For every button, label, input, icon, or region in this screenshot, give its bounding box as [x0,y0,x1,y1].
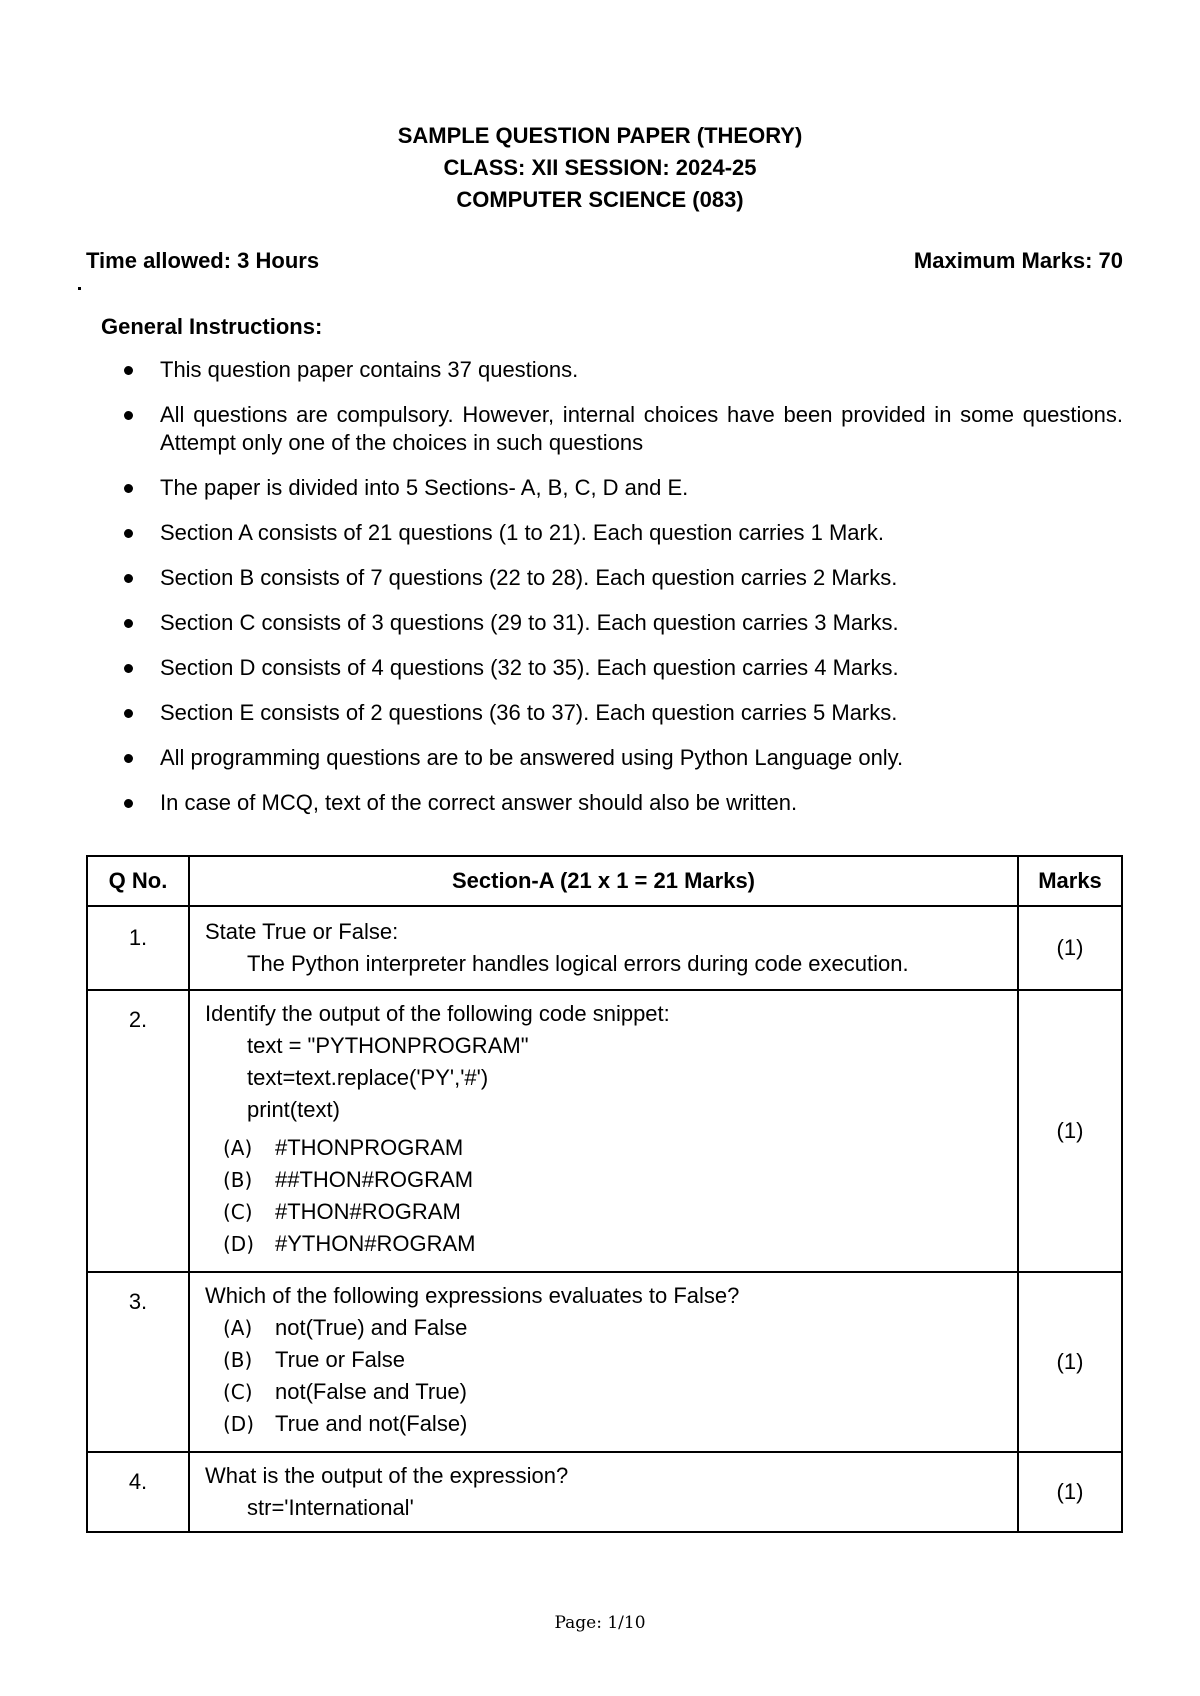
option-d: (D) True and not(False) [223,1411,468,1436]
question-marks: (1) [1018,1452,1122,1532]
question-text: What is the output of the expression? [205,1463,569,1488]
maximum-marks: Maximum Marks: 70 [913,248,1123,273]
code-line: str='International' [247,1495,414,1520]
instruction-item: Section B consists of 7 questions (22 to 28). Each question carries 2 Marks. [120,564,1123,592]
bullet-icon [124,754,133,763]
code-line: text=text.replace('PY','#') [247,1065,489,1090]
question-marks: (1) [1018,906,1122,990]
title-line-1: SAMPLE QUESTION PAPER (THEORY) [397,123,803,148]
table-header-row [87,856,1122,906]
title-line-2: CLASS: XII SESSION: 2024-25 [443,155,757,180]
question-number: 4. [87,1452,189,1532]
header-qno: Q No. [87,856,189,906]
bullet-icon [124,619,133,628]
question-number: 2. [87,990,189,1272]
option-b: (B) True or False [223,1347,406,1372]
instruction-item: All programming questions are to be answered using Python Language only. [120,744,1123,772]
instructions-heading: General Instructions: [101,314,323,339]
question-content [189,1272,1018,1452]
instructions-list [120,356,1123,834]
table-row [87,1452,1122,1532]
instruction-item: This question paper contains 37 questions. [120,356,1123,384]
paper-title [0,120,1200,216]
question-text: State True or False: [205,919,399,944]
question-marks: (1) [1018,1272,1122,1452]
instruction-item: Section D consists of 4 questions (32 to 35). Each question carries 4 Marks. [120,654,1123,682]
question-content [189,906,1018,990]
instruction-item: In case of MCQ, text of the correct answer should also be written. [120,789,1123,817]
code-line: text = "PYTHONPROGRAM" [247,1033,529,1058]
option-c: (C) #THON#ROGRAM [223,1199,461,1224]
bullet-icon [124,529,133,538]
options-list [205,1312,1002,1440]
option-d: (D) #YTHON#ROGRAM [223,1231,476,1256]
question-text: Identify the output of the following code snippet: [205,1001,670,1026]
bullet-icon [124,709,133,718]
question-text: Which of the following expressions evaluates to False? [205,1283,740,1308]
question-number: 1. [87,906,189,990]
header-section: Section-A (21 x 1 = 21 Marks) [189,856,1018,906]
option-a: (A) #THONPROGRAM [223,1135,464,1160]
option-a: (A) not(True) and False [223,1315,468,1340]
title-line-3: COMPUTER SCIENCE (083) [456,187,744,212]
question-number: 3. [87,1272,189,1452]
option-c: (C) not(False and True) [223,1379,467,1404]
option-b: (B) ##THON#ROGRAM [223,1167,474,1192]
options-list [205,1132,1002,1260]
bullet-icon [124,411,133,420]
time-allowed: Time allowed: 3 Hours [86,248,320,273]
question-content [189,990,1018,1272]
bullet-icon [124,664,133,673]
question-table [86,855,1123,1533]
header-marks: Marks [1018,856,1122,906]
table-row [87,990,1122,1272]
question-content [189,1452,1018,1532]
bullet-icon [124,366,133,375]
bullet-icon [124,574,133,583]
table-row [87,906,1122,990]
instruction-item: All questions are compulsory. However, internal choices have been provided in some questions. Attempt only one of the choices in such questions [120,401,1123,457]
instruction-item: Section C consists of 3 questions (29 to 31). Each question carries 3 Marks. [120,609,1123,637]
question-marks: (1) [1018,990,1122,1272]
stray-dot [78,287,81,290]
instruction-item: The paper is divided into 5 Sections- A, B, C, D and E. [120,474,1123,502]
question-line: The Python interpreter handles logical errors during code execution. [247,951,909,976]
table-row [87,1272,1122,1452]
code-line: print(text) [247,1097,340,1122]
exam-meta-row [86,248,1123,274]
instruction-item: Section E consists of 2 questions (36 to 37). Each question carries 5 Marks. [120,699,1123,727]
bullet-icon [124,799,133,808]
bullet-icon [124,484,133,493]
instruction-item: Section A consists of 21 questions (1 to 21). Each question carries 1 Mark. [120,519,1123,547]
page-number: Page: 1/10 [554,1613,646,1633]
